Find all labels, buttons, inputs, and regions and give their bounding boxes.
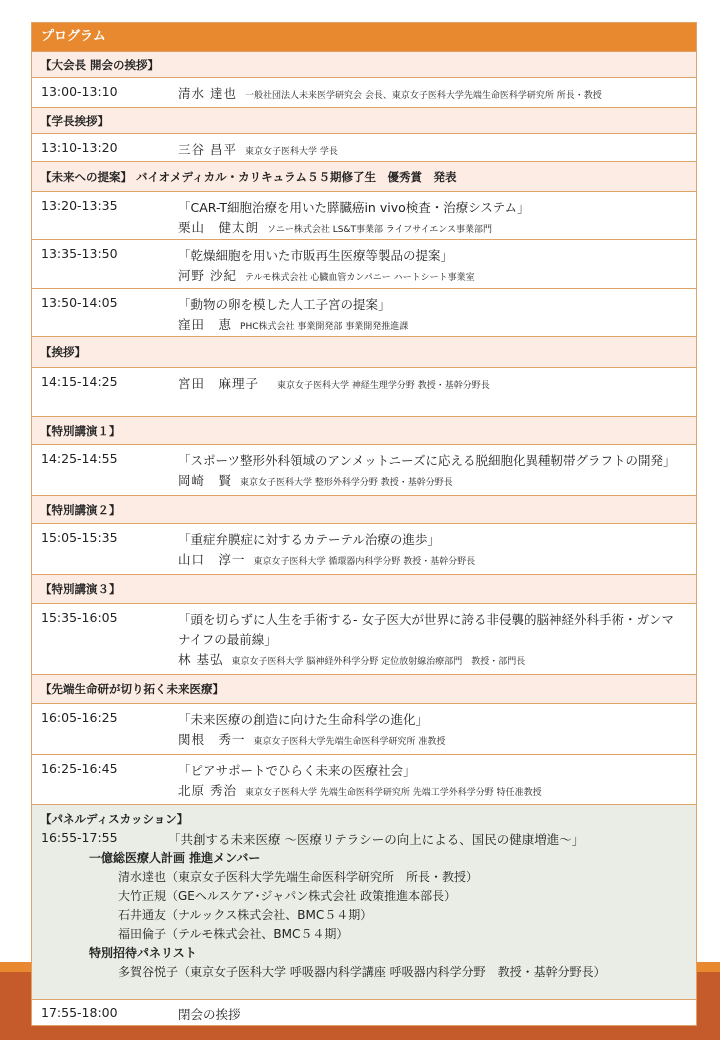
- speaker-affiliation: 東京女子医科大学 先端生命医科学研究所 先端工学外科学分野 特任准教授: [244, 788, 542, 798]
- closing-label: 閉会の挨拶: [178, 1007, 241, 1022]
- row-time: 13:20-13:35: [41, 198, 118, 213]
- table-row: [32, 754, 696, 804]
- table-row: [32, 603, 696, 674]
- panel-label: 【パネルディスカッション】: [40, 812, 189, 826]
- section-opening: 【大会長 開会の挨拶】: [32, 51, 696, 77]
- panel-time: 16:55-17:55: [41, 830, 118, 845]
- section-future-proposal: 【未来への提案】 バイオメディカル・カリキュラム５５期修了生 優秀賞 発表: [32, 161, 696, 191]
- speaker-name: 山口 淳一: [178, 552, 246, 567]
- speaker-affiliation: 東京女子医科大学 学長: [244, 147, 338, 157]
- section-president-greeting: 【学長挨拶】: [32, 107, 696, 133]
- table-row: [32, 523, 696, 574]
- table-row: [32, 367, 696, 416]
- table-row: [32, 191, 696, 239]
- table-row: [32, 133, 696, 161]
- speaker-name: 宮田 麻理子: [178, 376, 260, 391]
- speaker-affiliation: 東京女子医科大学先端生命医科学研究所 准教授: [253, 737, 446, 747]
- row-time: 13:10-13:20: [41, 140, 118, 155]
- speaker-affiliation: 東京女子医科大学 脳神経外科学分野 定位放射線治療部門 教授・部門長: [231, 657, 526, 667]
- row-time: 13:00-13:10: [41, 84, 118, 99]
- talk-title: 「スポーツ整形外科領域のアンメットニーズに応える脱細胞化異種靭帯グラフトの開発」: [178, 453, 676, 468]
- panelist: 大竹正規（GEヘルスケア･ジャパン株式会社 政策推進本部長）: [118, 889, 457, 903]
- speaker-affiliation: ソニー株式会社 LS&T事業部 ライフサイエンス事業部門: [267, 225, 493, 235]
- talk-title: 「ピアサポートでひらく未来の医療社会」: [178, 763, 416, 778]
- section-special-lecture-3: 【特別講演３】: [32, 574, 696, 603]
- program-title: プログラム: [32, 23, 696, 51]
- speaker-name: 関根 秀一: [178, 732, 246, 747]
- table-row: [32, 77, 696, 107]
- row-time: 14:25-14:55: [41, 451, 118, 466]
- speaker-affiliation: 東京女子医科大学 循環器内科学分野 教授・基幹分野長: [253, 557, 476, 567]
- table-row: [32, 288, 696, 336]
- speaker-affiliation: テルモ株式会社 心臓血管カンパニー ハートシート事業室: [244, 273, 475, 283]
- row-time: 17:55-18:00: [41, 1005, 118, 1020]
- panelist: 石井通友（ナルックス株式会社、BMC５４期）: [118, 908, 373, 922]
- speaker-name: 河野 沙紀: [178, 268, 237, 283]
- section-special-lecture-2: 【特別講演２】: [32, 495, 696, 523]
- talk-title: 「重症弁膜症に対するカテーテル治療の進歩」: [178, 532, 440, 547]
- table-row: [32, 239, 696, 288]
- speaker-affiliation: PHC株式会社 事業開発部 事業開発推進課: [240, 322, 409, 332]
- panel-group-members: 一億総医療人計画 推進メンバー: [89, 851, 261, 865]
- section-greeting: 【挨拶】: [32, 336, 696, 367]
- row-time: 15:05-15:35: [41, 530, 118, 545]
- program-table: [31, 22, 697, 1026]
- panelist: 多賀谷悦子（東京女子医科大学 呼吸器内科学講座 呼吸器内科学分野 教授・基幹分野長）: [118, 965, 606, 979]
- talk-title: 「CAR-T細胞治療を用いた膵臓癌in vivo検査・治療システム」: [178, 200, 530, 215]
- section-special-lecture-1: 【特別講演１】: [32, 416, 696, 444]
- panel-title: 「共創する未来医療 ～医療リテラシーの向上による、国民の健康増進～」: [168, 832, 585, 847]
- speaker-name: 窪田 恵: [178, 317, 233, 332]
- speaker-affiliation: 東京女子医科大学 整形外科学分野 教授・基幹分野長: [240, 478, 453, 488]
- row-time: 16:05-16:25: [41, 710, 118, 725]
- speaker-affiliation: 一般社団法人未来医学研究会 会長、東京女子医科大学先端生命医科学研究所 所長・教授: [244, 91, 602, 101]
- table-row: [32, 703, 696, 754]
- table-row: [32, 444, 696, 495]
- section-advanced-research: 【先端生命研が切り拓く未来医療】: [32, 674, 696, 703]
- speaker-name: 林 基弘: [178, 652, 224, 667]
- speaker-name: 栗山 健太朗: [178, 220, 260, 235]
- speaker-name: 三谷 昌平: [178, 142, 237, 157]
- speaker-name: 岡崎 賢: [178, 473, 233, 488]
- talk-title: 「乾燥細胞を用いた市販再生医療等製品の提案」: [178, 248, 454, 263]
- speaker-name: 清水 達也: [178, 86, 237, 101]
- row-time: 16:25-16:45: [41, 761, 118, 776]
- row-time: 13:35-13:50: [41, 246, 118, 261]
- panelist: 福田倫子（テルモ株式会社、BMC５４期）: [118, 927, 349, 941]
- row-time: 15:35-16:05: [41, 610, 118, 625]
- panel-group-invited: 特別招待パネリスト: [89, 946, 197, 960]
- talk-title: 「頭を切らずに人生を手術する- 女子医大が世界に誇る非侵襲的脳神経外科手術・ガンマナイフの最前線」: [178, 612, 674, 647]
- panel-discussion: [32, 804, 696, 999]
- panelist: 清水達也（東京女子医科大学先端生命医科学研究所 所長・教授）: [118, 870, 479, 884]
- row-time: 14:15-14:25: [41, 374, 118, 389]
- row-time: 13:50-14:05: [41, 295, 118, 310]
- speaker-name: 北原 秀治: [178, 783, 237, 798]
- table-row-closing: [32, 999, 696, 1025]
- speaker-affiliation: 東京女子医科大学 神経生理学分野 教授・基幹分野長: [277, 381, 490, 391]
- talk-title: 「未来医療の創造に向けた生命科学の進化」: [178, 712, 429, 727]
- talk-title: 「動物の卵を模した人工子宮の提案」: [178, 297, 391, 312]
